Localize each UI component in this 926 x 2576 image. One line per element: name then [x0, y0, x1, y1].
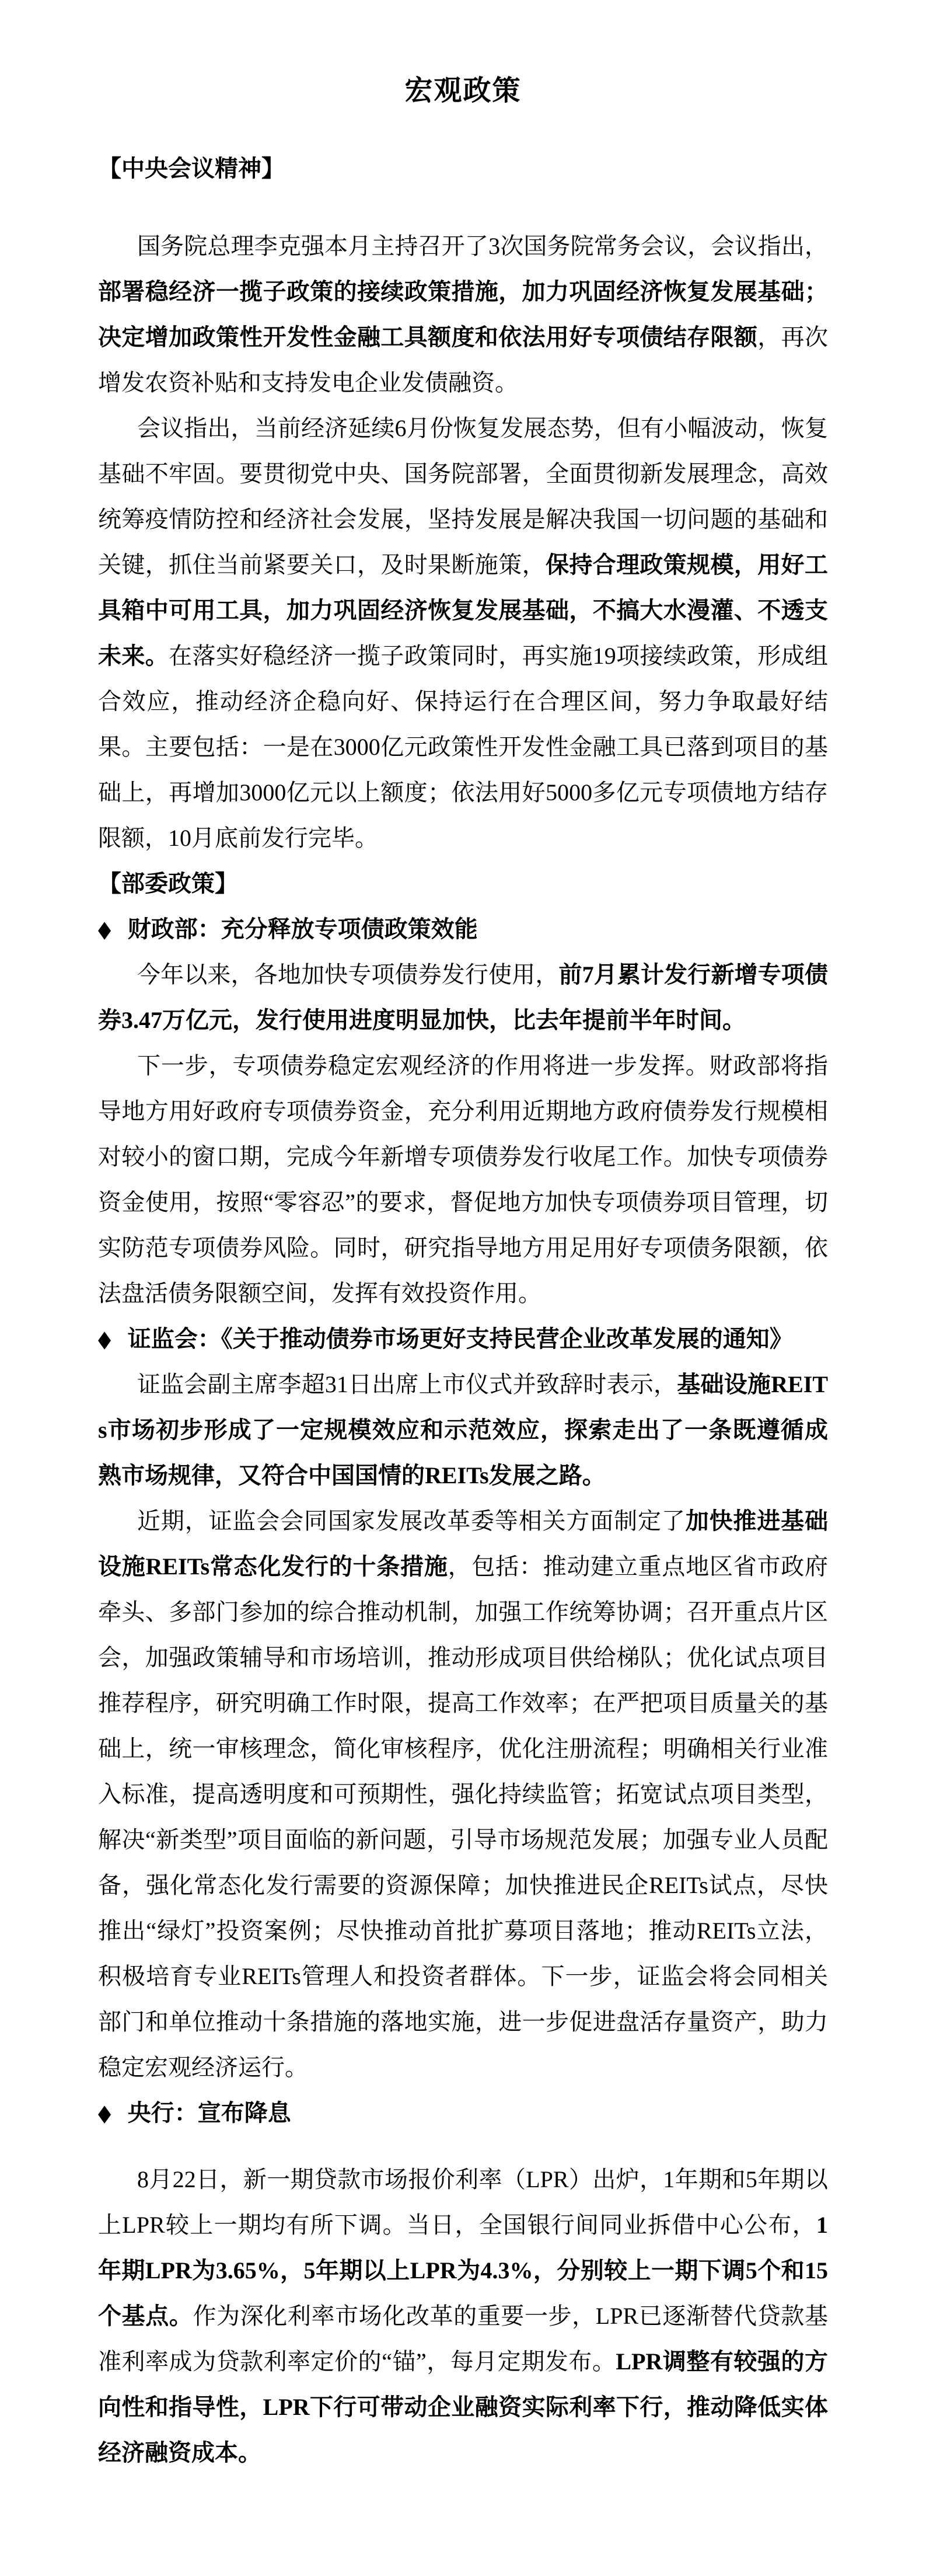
section-heading-central-meeting-spirit: 【中央会议精神】 — [98, 155, 285, 182]
bullet-heading-label: 财政部：充分释放专项债政策效能 — [127, 916, 478, 942]
body-text: ，包括：推动建立重点地区省市政府牵头、多部门参加的综合推动机制，加强工作统筹协调；召开重点片区会，加强政策辅导和市场培训，推动形成项目供给梯队；优化试点项目推荐程序，研究明确工作时限，提高工作效率；在严把项目质量关的基础上，统一审核理念，简化审核程序，优化注册流程；明确相关行业准入标准，提高透明度和可预期性，强化持续监管；拓宽试点项目类型，解决“新类型”项目面临的新问题，引导市场规范发展；加强专业人员配备，强化常态化发行需要的资源保障；加快推进民企REITs试点，尽快推出“绿灯”投资案例；尽快推动首批扩募项目落地；推动REITs立法，积极培育专业REITs管理人和投资者群体。下一步，证监会将会同相关部门和单位推动十条措施的落地实施，进一步促进盘活存量资产，助力稳定宏观经济运行。 — [98, 1553, 828, 2080]
bullet-heading — [98, 1316, 828, 1362]
diamond-bullet-icon: ◆ — [98, 2100, 111, 2126]
body-text: 8月22日，新一期贷款市场报价利率（LPR）出炉，1年期和5年期以上LPR较上一期均有所下调。当日，全国银行间同业拆借中心公布， — [98, 2166, 828, 2238]
paragraph — [98, 1498, 828, 2090]
emphasis-text: 部署稳经济一揽子政策的接续政策措施，加力巩固经济恢复发展基础；决定增加政策性开发性金融工具额度和依法用好专项债结存限额 — [98, 278, 828, 350]
paragraph — [98, 2157, 828, 2476]
bullet-heading — [98, 907, 828, 952]
paragraph — [98, 1362, 828, 1498]
diamond-bullet-icon: ◆ — [98, 1326, 111, 1352]
paragraph — [98, 406, 828, 861]
body-text: 下一步，专项债券稳定宏观经济的作用将进一步发挥。财政部将指导地方用好政府专项债券资金，充分利用近期地方政府债券发行规模相对较小的窗口期，完成今年新增专项债券发行收尾工作。加快专项债券资金使用，按照“零容忍”的要求，督促地方加快专项债券项目管理，切实防范专项债券风险。同时，研究指导地方用足用好专项债务限额，依法盘活债务限额空间，发挥有效投资作用。 — [98, 1052, 828, 1306]
emphasis-text: 前7月累计发行新增专项债券3.47万亿元，发行使用进度明显加快，比去年提前半年时间。 — [98, 961, 829, 1033]
emphasis-text: 1年期LPR为3.65%，5年期以上LPR为4.3%，分别较上一期下调5个和15个基点。 — [98, 2212, 828, 2329]
bullet-heading-label: 央行：宣布降息 — [127, 2100, 291, 2126]
body-text: 作为深化利率市场化改革的重要一步，LPR已逐渐替代贷款基准利率成为贷款利率定价的“锚”，每月定期发布。 — [98, 2303, 829, 2375]
paragraph — [98, 1043, 828, 1316]
body-text: 在落实好稳经济一揽子政策同时，再实施19项接续政策，形成组合效应，推动经济企稳向好、保持运行在合理区间，努力争取最好结果。主要包括：一是在3000亿元政策性开发性金融工具已落到项目的基础上，再增加3000亿元以上额度；依法用好5000多亿元专项债地方结存限额，10月底前发行完毕。 — [98, 643, 829, 851]
document-body — [98, 146, 828, 2476]
body-text: 今年以来，各地加快专项债券发行使用， — [137, 961, 559, 988]
section-heading-ministry-policies: 【部委政策】 — [98, 870, 238, 897]
body-text: 近期，证监会会同国家发展改革委等相关方面制定了 — [137, 1508, 686, 1534]
bullet-heading — [98, 2090, 828, 2136]
body-text: 证监会副主席李超31日出席上市仪式并致辞时表示， — [137, 1371, 677, 1397]
document-title: 宏观政策 — [404, 75, 522, 106]
body-text: 国务院总理李克强本月主持召开了3次国务院常务会议，会议指出， — [137, 233, 828, 259]
emphasis-text: 保持合理政策规模，用好工具箱中可用工具，加力巩固经济恢复发展基础，不搞大水漫灌、不透支未来。 — [98, 552, 829, 669]
body-text: 会议指出，当前经济延续6月份恢复发展态势，但有小幅波动，恢复基础不牢固。要贯彻党中央、国务院部署，全面贯彻新发展理念，高效统筹疫情防控和经济社会发展，坚持发展是解决我国一切问题的基础和关键，抓住当前紧要关口，及时果断施策， — [98, 415, 828, 578]
body-text: ，再次增发农资补贴和支持发电企业发债融资。 — [98, 324, 828, 396]
emphasis-text: 基础设施REITs市场初步形成了一定规模效应和示范效应，探索走出了一条既遵循成熟市场规律，又符合中国国情的REITs发展之路。 — [98, 1371, 829, 1489]
emphasis-text: LPR调整有较强的方向性和指导性，LPR下行可带动企业融资实际利率下行，推动降低实体经济融资成本。 — [98, 2348, 829, 2466]
paragraph — [98, 224, 828, 406]
diamond-bullet-icon: ◆ — [98, 916, 111, 942]
emphasis-text: 加快推进基础设施REITs常态化发行的十条措施 — [98, 1508, 829, 1580]
paragraph — [98, 952, 828, 1043]
bullet-heading-label: 证监会：《关于推动债券市场更好支持民营企业改革发展的通知》 — [127, 1326, 793, 1352]
